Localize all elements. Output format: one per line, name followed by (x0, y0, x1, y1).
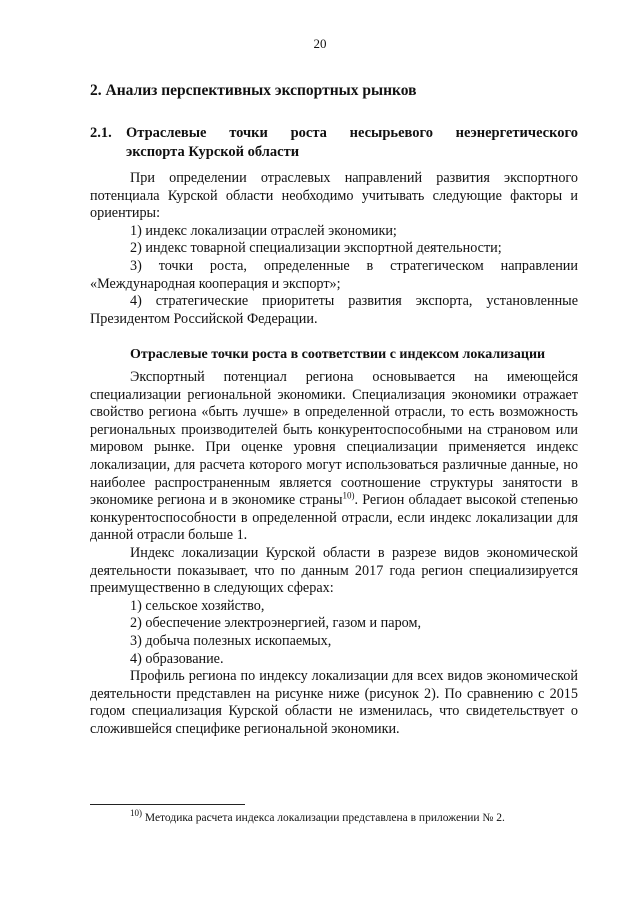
paragraph-specialization-part1: Экспортный потенциал региона основывается на имеющейся специализации региональной экономики. Специализация экономики отражает свойство региона «быть лучше» в определенной отрасли, то есть возможность региональных производителей быть конкурентоспособными на страновом или мировом рынке. При оценке уровня специализации применяется индекс локализации, для расчета которого могут использоваться различные данные, но наиболее распространенным является соотношение структуры занятости в экономике региона и в экономике страны (90, 369, 578, 509)
paragraph-specialization-part2: . Регион обладает высокой степенью конкурентоспособности в определенной отрасли, если индекс локализации для данной отрасли больше 1. (90, 492, 578, 544)
intro-paragraph: При определении отраслевых направлений развития экспортного потенциала Курской области необходимо учитывать следующие факторы и ориентиры: (90, 170, 578, 222)
subsection-number: 2.1. (90, 125, 112, 141)
paragraph-profile: Профиль региона по индексу локализации для всех видов экономической деятельности представлен на рисунке ниже (рисунок 2). По сравнению с 2015 годом специализация Курской области не изменилась, что свидетельствует о сложившейся специфике региональной экономики. (90, 668, 578, 737)
footnote-marker: 10) (130, 808, 142, 819)
page-number: 20 (313, 36, 327, 51)
factor-item: 4) стратегические приоритеты развития экспорта, установленные Президентом Российской Федерации. (90, 293, 578, 327)
footnote (130, 808, 505, 824)
factor-item: 1) индекс локализации отраслей экономики; (130, 222, 397, 239)
localization-block (90, 369, 578, 738)
footnote-reference: 10) (342, 490, 355, 501)
factors-block (90, 170, 578, 328)
paragraph-specialization (90, 369, 578, 545)
localization-subheading: Отраслевые точки роста в соответствии с индексом локализации (130, 347, 546, 362)
footnote-divider (90, 804, 245, 805)
paragraph-index: Индекс локализации Курской области в разрезе видов экономической деятельности показывает, что по данным 2017 года регион специализируется преимущественно в следующих сферах: (90, 544, 578, 597)
subsection-title-line1: Отраслевые точки роста несырьевого неэнергетического (126, 125, 578, 141)
sphere-item: 1) сельское хозяйство, (130, 597, 265, 614)
factor-item: 3) точки роста, определенные в стратегическом направлении «Международная кооперация и экспорт»; (90, 257, 578, 292)
sphere-item: 4) образование. (130, 650, 224, 667)
factor-item: 2) индекс товарной специализации экспортной деятельности; (130, 240, 502, 257)
sphere-item: 2) обеспечение электроэнергией, газом и паром, (130, 615, 422, 632)
section-heading: 2. Анализ перспективных экспортных рынков (90, 82, 417, 99)
subsection-title-line2: экспорта Курской области (126, 144, 300, 160)
footnote-text: Методика расчета индекса локализации представлена в приложении № 2. (142, 812, 505, 824)
sphere-item: 3) добыча полезных ископаемых, (130, 632, 332, 649)
subsection-heading (90, 124, 578, 162)
